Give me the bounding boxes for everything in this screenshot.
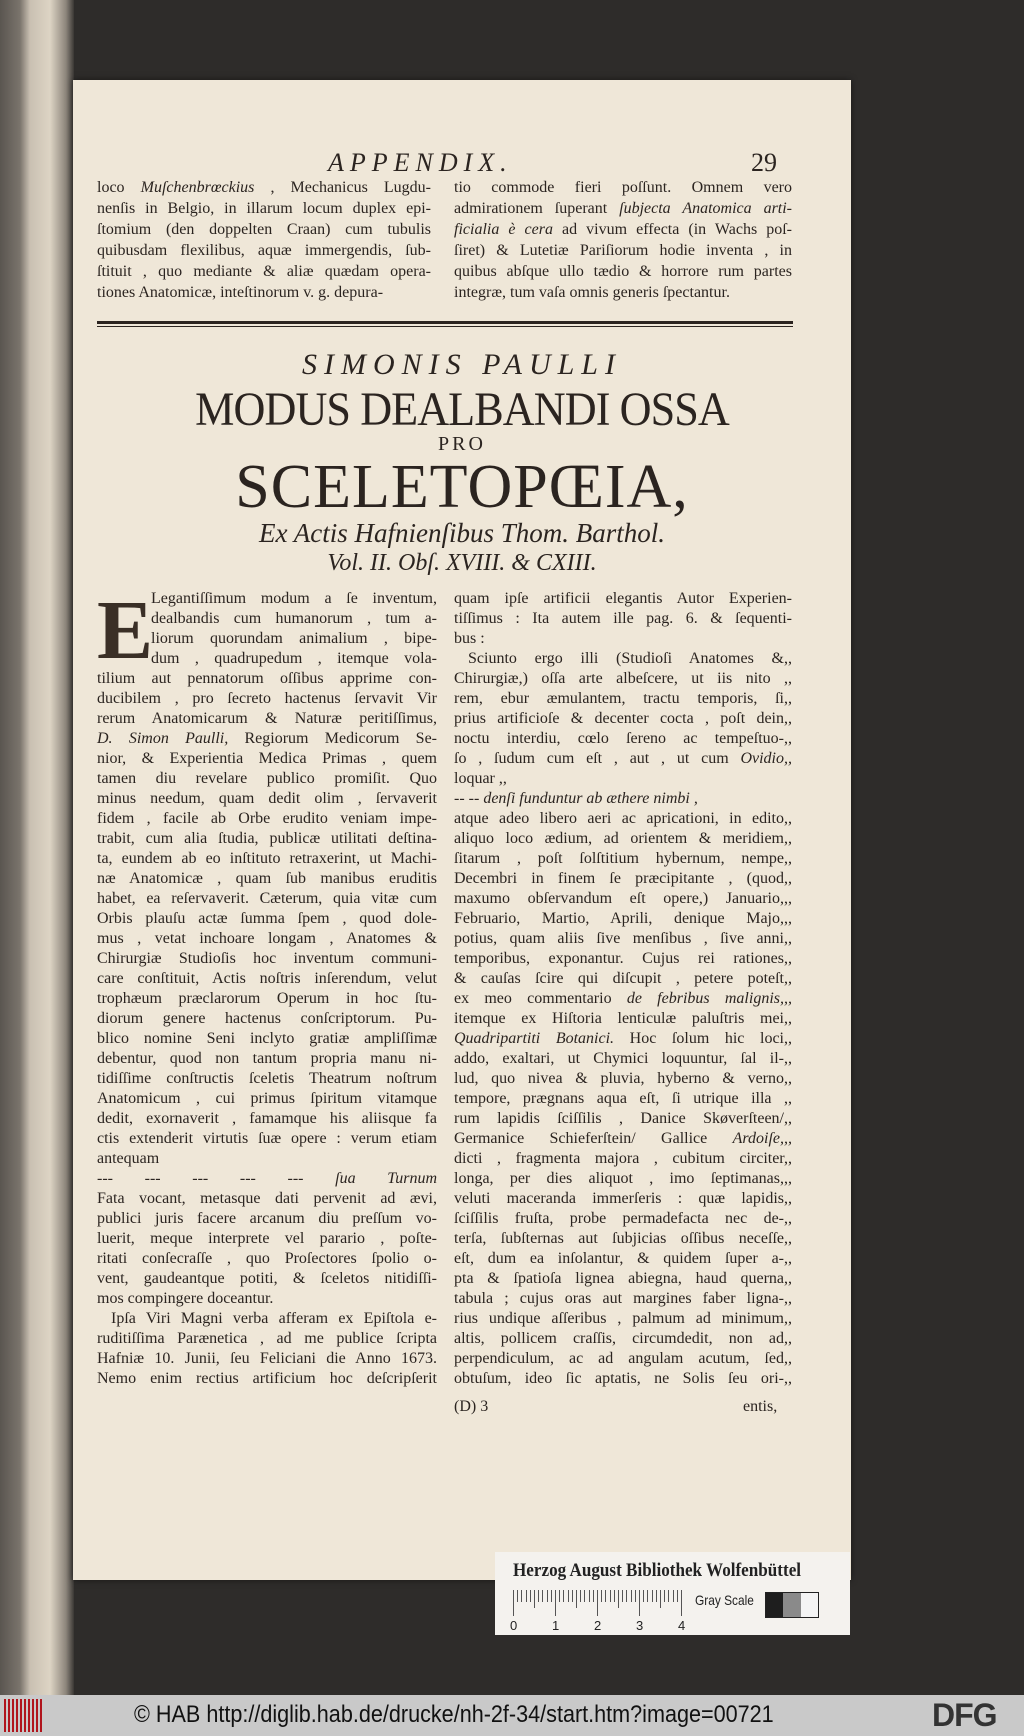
text-line [97,1149,437,1169]
text-run: , Mechanicus Lugdu- [254,179,432,196]
text-line [454,729,792,749]
ruler-tick [517,1590,518,1602]
text-run: dicti , fragmenta majora , cubitum circiter,, [454,1150,792,1167]
text-line [454,1269,792,1289]
text-line [454,1109,792,1129]
text-run: rem, ebur æmulantem, tractu temporis, ſi,, [454,690,792,707]
text-line [454,1209,792,1229]
ruler-tick [547,1590,548,1602]
text-line [97,809,437,829]
ruler-tick [589,1590,590,1602]
text-line [454,282,792,303]
ruler-number: 4 [678,1618,686,1633]
text-run: integræ, tum vaſa omnis generis ſpectantur. [454,284,730,301]
title-author: SIMONIS PAULLI [302,348,622,381]
ruler-tick [652,1590,653,1602]
text-line [97,1129,437,1149]
title-volume: Vol. II. Obſ. XVIII. & CXIII. [327,550,597,576]
text-line [454,1009,792,1029]
text-run: Anatomicum , cui primus ſpiritum vitamque [97,1090,437,1107]
text-line [454,789,792,809]
ruler-tick [673,1590,674,1602]
text-line [454,177,792,198]
ruler-tick [639,1590,640,1616]
ruler-tick [618,1590,619,1608]
ruler-tick [643,1590,644,1602]
text-line [454,669,792,689]
section-divider-thin [97,326,793,327]
text-line [454,809,792,829]
text-line [454,889,792,909]
text-run: tilium aut pennatorum oſſibus apprime con- [97,670,437,687]
text-line [454,198,792,219]
text-run: obtuſum, ideo ſic aptatis, ne Solis ſeu ori-,, [454,1370,792,1387]
text-run: addo, exaltari, ut Chymici loquuntur, ſal il-,, [454,1050,792,1067]
text-run: tiones Anatomicæ, inteſtinorum v. g. depura- [97,284,384,301]
text-line [454,1169,792,1189]
text-line [454,649,792,669]
text-line [97,177,431,198]
ruler-tick [563,1590,564,1602]
ruler-tick [542,1590,543,1602]
text-run: tabula ; cujus oras aut margines faber ligna-,, [454,1290,792,1307]
text-run: tempore, prægnans aqua eſt, ſi utrique illa ,, [454,1090,792,1107]
text-run: ritati conſecraſſe , quo Proſectores ſpolio o- [97,1250,437,1267]
text-line [97,1089,437,1109]
text-run: lud, quo nivea & pluvia, hyberno & verno,, [454,1070,792,1087]
ruler-tick [530,1590,531,1602]
gray-patch [801,1593,818,1617]
text-run: ſo , ſudum cum eſt , aut , ut cum [454,750,741,767]
text-line [97,709,437,729]
text-run: aliquo loco ædium, ad orientem & meridiem,, [454,830,792,847]
text-run: ta, eundem ab eo inſtituto retraxerint, ut Machi- [97,850,437,867]
text-run: longa, per dies aliquot , imo ſeptimanas,,, [454,1170,792,1187]
text-run: potius, quam aliis ſive menſibus , ſive anni,, [454,930,792,947]
text-run: atque adeo libero aeri ac apricationi, in edito,, [454,810,792,827]
ruler-tick [526,1590,527,1602]
text-line [454,1329,792,1349]
ruler-tick [647,1590,648,1602]
text-run: ſiret) & Lutetiæ Pariſiorum hodie inventa , in [454,242,792,259]
text-run: vent, gaudeantque potiti, & ſceletos nitidiſſi- [97,1270,437,1287]
text-run: -- -- [454,790,484,807]
text-line [454,829,792,849]
text-run: admirationem ſuperant [454,200,620,217]
text-line [97,789,437,809]
text-line [97,1049,437,1069]
text-run: temporibus, exponantur. Cujus rei rationes,, [454,950,792,967]
text-run: quibus abſque ullo tædio & horrore rum partes [454,263,792,280]
catchword: entis, [743,1398,778,1415]
text-line [97,261,431,282]
text-run: debentur, quod non tantum propria manu ni- [97,1050,437,1067]
top-right-column [454,177,792,303]
text-run: tiſſimus : Ita autem ille pag. 6. & ſequenti- [454,610,792,627]
text-run: noctu interdiu, cœlo ſereno ac tempeſtuo-,, [454,730,792,747]
top-left-column [97,177,431,303]
page-number: 29 [751,148,777,177]
ruler-tick [656,1590,657,1602]
text-line [97,849,437,869]
library-name: Herzog August Bibliothek Wolfenbüttel [513,1560,802,1581]
text-run: care conſtituit, Actis noſtris inſerendum, velut [97,970,437,987]
ruler-tick [605,1590,606,1602]
text-line [454,240,792,261]
text-run: dum , quadrupedum , itemque vola- [151,650,437,667]
title-subject: SCELETOPŒIA, [235,453,689,521]
text-run: Fata vocant, metasque dati pervenit ad ævi, [97,1190,437,1207]
text-run: veluti maceranda immerſeris : quæ lapidis,, [454,1190,792,1207]
italic-text: denſi funduntur ab æthere nimbi , [483,790,698,807]
dfg-logo: DFG [932,1697,997,1733]
ruler-tick [551,1590,552,1602]
text-line [97,889,437,909]
text-line [97,1229,437,1249]
text-line [454,709,792,729]
italic-text: ſubjecta Anatomica arti- [619,200,793,217]
text-run: Februario, Martio, Aprili, denique Majo,,, [454,910,792,927]
italic-text: Quadripartiti Botanici. [454,1030,615,1047]
text-run: Hoc ſolum hic loci,, [614,1030,793,1047]
text-line [97,589,437,609]
ruler-tick [576,1590,577,1608]
text-run: altis, pollicem craſſis, circumdedit, non ad,, [454,1330,792,1347]
text-run: Germanice Schieferſtein/ Gallice [454,1130,733,1147]
ruler-number: 0 [510,1618,518,1633]
text-line [97,1329,437,1349]
italic-text: Ardoiſe,,, [732,1130,792,1147]
text-line [454,589,792,609]
text-line [97,240,431,261]
text-line [97,1309,437,1329]
text-line [454,609,792,629]
italic-text: Muſchenbrœckius [140,179,255,196]
ruler-tick [568,1590,569,1602]
text-line [454,749,792,769]
ruler-tick [610,1590,611,1602]
section-divider [97,321,793,324]
text-run: ſtomium (den doppelten Craan) cum tubulis [97,221,431,238]
text-run: blico nomine Seni inclyto gratiæ ampliſſimæ [97,1030,437,1047]
text-line [454,1089,792,1109]
text-run: itemque ex Hiſtoria lenticulæ paluſtris mei,, [454,1010,792,1027]
text-line [97,1029,437,1049]
text-run: loquar ,, [454,770,507,787]
text-line [454,1069,792,1089]
text-line [97,1369,437,1389]
text-line [454,869,792,889]
text-line [454,1309,792,1329]
text-line [454,989,792,1009]
text-run: liorum quorundam animalium , bipe- [151,630,437,647]
text-run: Nemo enim rectius artificium hoc deſcripſerit [97,1370,437,1387]
text-line [97,689,437,709]
text-run: Sciunto ergo illi (Studioſi Anatomes &,, [468,650,792,667]
text-run: Chirurgiæ,) oſſa arte albeſcere, ut iis nito ,, [454,670,792,687]
text-line [97,1349,437,1369]
text-line [97,1209,437,1229]
text-run: dedit, exornaverit , famamque his aliisque fa [97,1110,437,1127]
text-run: rius undique aſſeribus , palmum ad minimum,, [454,1310,792,1327]
body-left-column [97,584,438,1389]
text-run: tidiſſime conſtructis ſceletis Theatrum noſtrum [97,1070,437,1087]
text-line [97,669,437,689]
text-run: ruditiſſima Parænetica , ad me publice ſcripta [97,1330,437,1347]
text-line [97,769,437,789]
text-line [97,1249,437,1269]
text-run: næ Anatomicæ , quam ſub manibus eruditis [97,870,437,887]
ruler-tick [622,1590,623,1602]
text-run: loco [97,179,141,196]
text-run: ducibilem , pro ſecreto hactenus ſervavit Vir [97,690,437,707]
text-line [454,219,792,240]
text-run: nenſis in Belgio, in illarum locum duplex epi- [97,200,431,217]
text-line [454,1229,792,1249]
text-line [97,1069,437,1089]
text-run: ctis extenderit virtutis ſuæ opere : verum etiam [97,1130,437,1147]
text-line [454,1349,792,1369]
ruler [510,1590,686,1633]
ruler-tick [668,1590,669,1602]
text-line [97,1269,437,1289]
text-line [97,869,437,889]
text-line [97,829,437,849]
text-line [97,609,437,629]
text-line [454,949,792,969]
ruler-tick [538,1590,539,1602]
text-run: quam ipſe artificii elegantis Autor Experien- [454,590,792,607]
ruler-tick [681,1590,682,1616]
text-line [97,729,437,749]
text-run: mos compingere doceantur. [97,1290,274,1307]
ruler-number: 2 [594,1618,602,1633]
hab-logo-icon [4,1699,44,1732]
text-line [454,1149,792,1169]
text-run: luerit, meque interprete vel parario , poſte- [97,1230,437,1247]
signature-mark: (D) 3 [454,1398,489,1415]
text-run: Orbis plauſu actæ ſumma ſpem , quod dole- [97,910,437,927]
text-line [97,909,437,929]
text-line [97,749,437,769]
text-line [454,929,792,949]
ruler-tick [635,1590,636,1602]
text-run: dealbandis cum humanorum , tum a- [151,610,437,627]
text-line [454,1249,792,1269]
ruler-tick [631,1590,632,1602]
gray-patch [766,1593,783,1617]
text-run: nior, & Experientia Medica Primas , quem [97,750,437,767]
scale-label [495,1552,850,1635]
ruler-tick [580,1590,581,1602]
text-run: trabit, cum alia ſtudia, publicæ utilitati deſtina- [97,830,437,847]
title-source: Ex Actis Hafnienſibus Thom. Barthol. [259,518,665,548]
text-run: fidem , facile ab Orbe erudito veniam impe- [97,810,437,827]
text-line [454,1029,792,1049]
text-line [97,1169,437,1189]
ruler-tick [601,1590,602,1602]
text-run: rum lapidis ſciſſilis , Danice Skøverſteen/,, [454,1110,792,1127]
text-line [454,629,792,649]
ruler-tick [593,1590,594,1602]
text-run: habet, ea reſervaverit. Cæterum, quia vitæ cum [97,890,437,907]
ruler-tick [677,1590,678,1602]
ruler-tick [555,1590,556,1616]
text-run: tamen diu revelare publico promiſit. Quo [97,770,437,787]
ruler-tick [626,1590,627,1602]
title-main: MODUS DEALBANDI OSSA [195,383,729,436]
text-run: Hafniæ 10. Junii, ſeu Feliciani die Anno 1673. [97,1350,437,1367]
text-line [454,769,792,789]
text-run: pta & ſpatioſa lignea abiegna, haud querna,, [454,1270,792,1287]
text-line [97,969,437,989]
text-run: publici juris facere arcanum diu preſſum vo- [97,1210,437,1227]
text-run: --- --- --- --- --- [97,1170,336,1187]
text-line [97,649,437,669]
text-line [97,1289,437,1309]
italic-text: ſua Turnum [335,1170,438,1187]
text-line [454,849,792,869]
text-line [97,282,431,303]
document-page [73,80,851,1580]
text-line [97,1009,437,1029]
text-run: antequam [97,1150,160,1167]
ruler-tick [614,1590,615,1602]
running-header: APPENDIX. [328,148,513,177]
text-run: Decembri in finem ſe præcipitante , (quod,, [454,870,792,887]
text-line [454,261,792,282]
text-line [97,219,431,240]
text-line [97,989,437,1009]
text-run: ad vivum effecta (in Wachs poſ- [552,221,793,238]
text-run: Regiorum Medicorum Se- [228,730,438,747]
text-line [454,1049,792,1069]
book-spine-edge [0,0,74,1695]
text-run: prius artificioſe & decenter cocta , poſt dein,, [454,710,792,727]
text-run: minus needum, quam dedit olim , ſervaverit [97,790,437,807]
text-run: Legantiſſimum modum a ſe inventum, [151,590,437,607]
text-run: Chirurgiæ Studioſis hoc inventum communi- [97,950,437,967]
text-run: rerum Anatomicarum & Naturæ peritiſſimus, [97,710,437,727]
text-line [454,1369,792,1389]
footer-bar [0,1695,1024,1736]
text-run: diorum genere hactenus conſcriptorum. Pu- [97,1010,437,1027]
gray-scale-swatch [765,1592,819,1618]
drop-cap: E [97,584,154,677]
text-run: terſa, ſubſternas aut ſubjicias oſſibus neceſſe,, [454,1230,792,1247]
text-line [454,1129,792,1149]
text-line [97,1109,437,1129]
text-line [97,1189,437,1209]
italic-text: Ovidio,, [740,750,792,767]
text-run: ſitarum , poſt ſolſtitium hybernum, nempe,, [454,850,792,867]
footer-link[interactable]: © HAB http://diglib.hab.de/drucke/nh-2f-34/start.htm?image=00721 [134,1701,774,1728]
text-run: trophæum præclarorum Operum in hoc ſtu- [97,990,437,1007]
ruler-tick [597,1590,598,1616]
italic-text: ficialia è cera [454,221,553,238]
text-line [97,198,431,219]
ruler-number: 1 [552,1618,560,1633]
text-line [454,969,792,989]
text-run: mus , vetat inchoare longam , Anatomes & [97,930,437,947]
italic-text: de febribus malignis,,, [626,990,792,1007]
text-run: eſt, dum ea inſolantur, & quidem ſuper a-,, [454,1250,792,1267]
ruler-tick [521,1590,522,1602]
text-line [454,1189,792,1209]
text-run: bus : [454,630,485,647]
text-run: ſtituit , quo mediante & aliæ quædam opera- [97,263,431,280]
ruler-tick [559,1590,560,1602]
text-run: quibusdam flexilibus, aquæ immergendis, ſub- [97,242,431,259]
text-line [97,949,437,969]
text-run: perpendiculum, ac ad angulam acutum, ſed,, [454,1350,792,1367]
text-run: & cauſas ſcire qui diſcupit , petere poteſt,, [454,970,792,987]
ruler-number: 3 [636,1618,644,1633]
italic-text: D. Simon Paulli, [97,730,229,747]
ruler-tick [572,1590,573,1602]
gray-scale-label: Gray Scale [695,1592,754,1608]
gray-patch [783,1593,800,1617]
text-run: ex meo commentario [454,990,627,1007]
text-run: Ipſa Viri Magni verba afferam ex Epiſtola e- [111,1310,437,1327]
text-run: tio commode fieri poſſunt. Omnem vero [454,179,792,196]
text-line [454,689,792,709]
body-right-column [454,589,792,1389]
text-run: maxumo obſervandum eſt opere,) Januario,,, [454,890,792,907]
ruler-tick [534,1590,535,1608]
ruler-tick [513,1590,514,1616]
ruler-tick [584,1590,585,1602]
text-line [97,629,437,649]
ruler-tick [664,1590,665,1602]
title-pro: PRO [438,433,486,455]
text-line [97,929,437,949]
text-line [454,1289,792,1309]
text-run: ſciſſilis fruſta, probe permadefacta nec de-,, [454,1210,792,1227]
ruler-tick [660,1590,661,1608]
text-line [454,909,792,929]
